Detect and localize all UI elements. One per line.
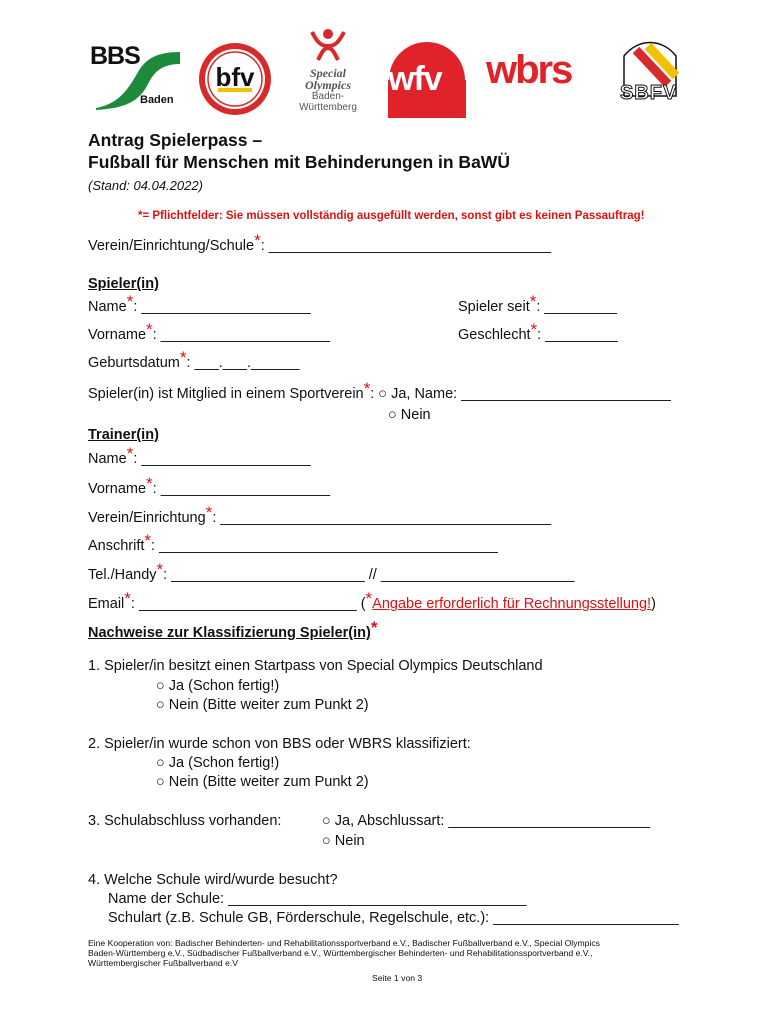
wfv-logo (384, 40, 470, 120)
spieler-name-field[interactable] (88, 292, 311, 316)
wfv-name: wfv (388, 60, 442, 98)
schulart-field[interactable]: Schulart (z.B. Schule GB, Förderschule, Regelschule, etc.): _______________________ (108, 910, 679, 926)
bfv-name: bfv (215, 62, 255, 92)
email-note: Angabe erforderlich für Rechnungsstellung! (372, 596, 652, 612)
bbs-sub: Baden (140, 94, 174, 106)
q4-text: 4. Welche Schule wird/wurde besucht? (88, 872, 338, 888)
anschrift-field[interactable] (88, 531, 498, 555)
nachweise-heading (88, 618, 378, 642)
spieler-vorname-blank[interactable]: : _____________________ (152, 327, 331, 343)
email-field[interactable] (88, 589, 656, 613)
required-star-icon: * (179, 348, 187, 367)
so-line4: Württemberg (299, 102, 357, 113)
spieler-seit-label: Spieler seit (458, 299, 530, 315)
tel-label: Tel./Handy (88, 567, 157, 583)
spieler-vorname-label: Vorname (88, 327, 147, 343)
q3-option-ja[interactable]: ○ Ja, Abschlussart: _________________________ (322, 813, 651, 829)
so-line1: Special (310, 66, 346, 80)
spieler-heading: Spieler(in) (88, 276, 159, 292)
required-star-icon: * (363, 379, 371, 398)
trainer-verein-field[interactable] (88, 503, 552, 527)
nachweise-heading-text: Nachweise zur Klassifizierung Spieler(in) (88, 625, 371, 641)
required-star-icon: * (365, 589, 373, 608)
required-star-icon: * (146, 320, 153, 339)
geschlecht-field[interactable] (458, 320, 618, 344)
so-line3: Baden- (311, 91, 345, 102)
footer-line3: Württembergischer Fußballverband e.V (88, 958, 238, 968)
so-line2: Olympics (305, 78, 351, 92)
sbfv-logo (618, 36, 682, 112)
trainer-verein-blank[interactable]: : _________________________________________ (212, 510, 552, 526)
q1-text: 1. Spieler/in besitzt einen Startpass von Special Olympics Deutschland (88, 658, 543, 674)
geschlecht-blank[interactable]: : _________ (537, 327, 618, 343)
geburtsdatum-label: Geburtsdatum (88, 355, 180, 371)
special-olympics-figure-icon (288, 26, 368, 62)
mitglied-option-ja[interactable]: : ○ Ja, Name: __________________________ (370, 386, 671, 402)
required-star-icon: * (156, 560, 164, 579)
tel-blank[interactable]: : ________________________ // ________________________ (163, 567, 575, 583)
schule-name-field[interactable]: Name der Schule: _____________________________________ (108, 891, 527, 907)
bfv-logo (196, 40, 274, 118)
sbfv-name: SBFV (620, 82, 678, 104)
required-notice: *= Pflichtfelder: Sie müssen vollständig ausgefüllt werden, sonst gibt es keinen Passauftrag! (138, 210, 645, 222)
anschrift-label: Anschrift (88, 538, 145, 554)
required-star-icon: * (126, 444, 134, 463)
required-star-icon: * (530, 320, 538, 339)
required-star-icon: * (146, 474, 153, 493)
spieler-name-label: Name (88, 299, 127, 315)
trainer-name-blank[interactable]: : _____________________ (133, 451, 311, 467)
footer-line2: Baden-Württemberg e.V., Südbadischer Fußballverband e.V., Württembergischer Behinderten- und Rehabilitationssportverband e.V., (88, 948, 593, 958)
trainer-heading: Trainer(in) (88, 427, 159, 443)
geburtsdatum-field[interactable] (88, 348, 300, 372)
stand-date: (Stand: 04.04.2022) (88, 178, 203, 193)
q1-option-ja[interactable]: ○ Ja (Schon fertig!) (156, 678, 280, 694)
footer-cooperation (88, 938, 718, 968)
required-star-icon: * (205, 503, 213, 522)
page-subtitle: Fußball für Menschen mit Behinderungen in BaWÜ (88, 152, 510, 172)
q2-option-nein[interactable]: ○ Nein (Bitte weiter zum Punkt 2) (156, 774, 369, 790)
geschlecht-label: Geschlecht (458, 327, 531, 343)
footer-line1: Eine Kooperation von: Badischer Behinderten- und Rehabilitationssportverband e.V., Badischer Fußballverband e.V., Special Olympics (88, 938, 600, 948)
required-star-icon: * (370, 618, 378, 637)
tel-field[interactable] (88, 560, 575, 584)
spieler-name-blank[interactable]: : _____________________ (133, 299, 311, 315)
trainer-vorname-blank[interactable]: : _____________________ (152, 481, 331, 497)
q1-option-nein[interactable]: ○ Nein (Bitte weiter zum Punkt 2) (156, 697, 369, 713)
email-label: Email (88, 596, 125, 612)
mitglied-field[interactable] (88, 379, 671, 403)
bbs-name: BBS (90, 42, 140, 70)
required-star-icon: * (254, 231, 261, 250)
mitglied-option-nein[interactable]: ○ Nein (388, 407, 431, 423)
required-star-icon: * (124, 589, 131, 608)
trainer-name-field[interactable] (88, 444, 311, 468)
q2-option-ja[interactable]: ○ Ja (Schon fertig!) (156, 755, 280, 771)
bbs-logo (88, 42, 188, 112)
wbrs-logo: wbrs (486, 48, 572, 92)
email-blank[interactable]: : ___________________________ ( (130, 596, 366, 612)
q3-text: 3. Schulabschluss vorhanden: (88, 813, 282, 829)
q2-text: 2. Spieler/in wurde schon von BBS oder WBRS klassifiziert: (88, 736, 471, 752)
special-olympics-logo (288, 26, 368, 122)
anschrift-blank[interactable]: : __________________________________________ (151, 538, 498, 554)
verein-label: Verein/Einrichtung/Schule (88, 238, 255, 254)
spieler-seit-field[interactable] (458, 292, 617, 316)
mitglied-label: Spieler(in) ist Mitglied in einem Sportverein (88, 386, 364, 402)
trainer-name-label: Name (88, 451, 127, 467)
q3-option-nein[interactable]: ○ Nein (322, 833, 365, 849)
page-number: Seite 1 von 3 (372, 973, 423, 983)
required-star-icon: * (144, 531, 152, 550)
spieler-seit-blank[interactable]: : _________ (536, 299, 617, 315)
page-title: Antrag Spielerpass – (88, 130, 263, 150)
email-close: ) (651, 596, 656, 612)
trainer-vorname-label: Vorname (88, 481, 147, 497)
geburtsdatum-blank[interactable]: : ___.___.______ (186, 355, 300, 371)
verein-field[interactable] (88, 231, 551, 255)
required-star-icon: * (529, 292, 537, 311)
verein-blank[interactable]: : ___________________________________ (260, 238, 551, 254)
spieler-vorname-field[interactable] (88, 320, 331, 344)
trainer-vorname-field[interactable] (88, 474, 331, 498)
required-star-icon: * (126, 292, 134, 311)
trainer-verein-label: Verein/Einrichtung (88, 510, 206, 526)
